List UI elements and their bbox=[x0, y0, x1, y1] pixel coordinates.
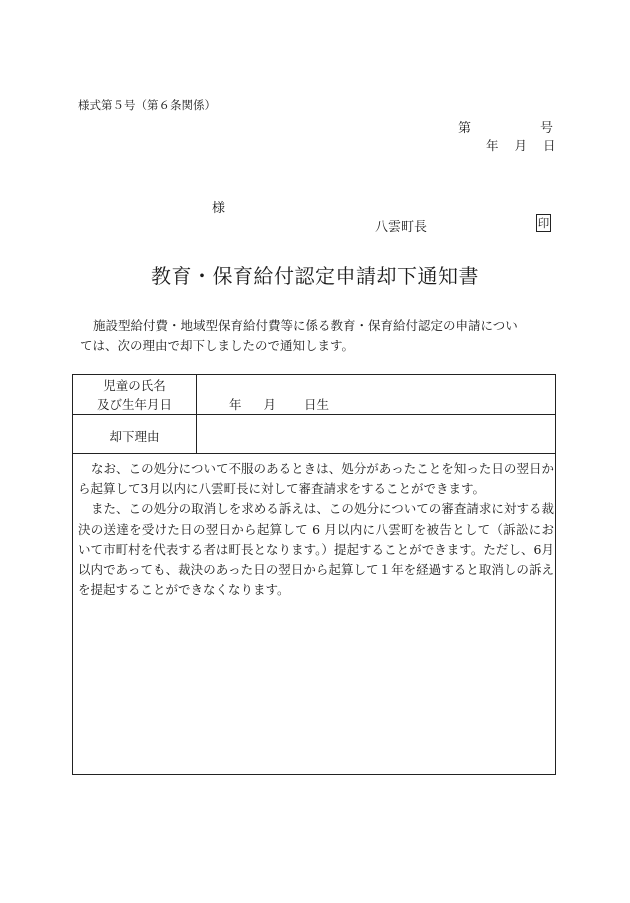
birth-date-field bbox=[229, 395, 329, 413]
appeal-notice-paragraph-1: なお、この処分について不服のあるときは、処分があったことを知った日の翌日から起算して3月以内に八雲町長に対して審査請求をすることができます。 bbox=[78, 461, 554, 497]
issue-date-year: 年 bbox=[486, 138, 499, 153]
document-title: 教育・保育給付認定申請却下通知書 bbox=[151, 264, 479, 288]
child-birthdate-label: 及び生年月日 bbox=[96, 397, 172, 412]
sender-name: 八雲町長 bbox=[375, 220, 428, 235]
appeal-notice bbox=[78, 459, 554, 600]
birth-year-label: 年 bbox=[229, 397, 242, 412]
issue-date-month: 月 bbox=[514, 138, 528, 153]
child-name-label: 児童の氏名 bbox=[103, 378, 166, 393]
document-number-prefix: 第 bbox=[458, 121, 472, 136]
intro-line-1: 施設型給付費・地域型保育給付費等に係る教育・保育給付認定の申請につい bbox=[93, 318, 518, 333]
document-number-suffix: 号 bbox=[540, 121, 554, 136]
intro-text bbox=[80, 316, 558, 356]
form-table bbox=[72, 374, 556, 775]
intro-line-2: ては、次の理由で却下しましたので通知します。 bbox=[80, 338, 355, 353]
rejection-reason-label: 却下理由 bbox=[109, 429, 160, 444]
seal-mark: 印 bbox=[537, 216, 550, 230]
issue-date bbox=[486, 136, 556, 154]
birth-month-label: 月 bbox=[263, 397, 277, 412]
child-info-label bbox=[73, 375, 197, 414]
child-info-row bbox=[73, 375, 555, 415]
issue-date-day: 日 bbox=[543, 138, 556, 153]
addressee-honorific: 様 bbox=[212, 201, 226, 216]
appeal-notice-paragraph-2: また、この処分の取消しを求める訴えは、この処分についての審査請求に対する裁決の送達を受けた日の翌日から起算して 6 月以内に八雲町を被告として（訴訟において市町村を代表する者は町長となります。）提起することができます。ただし、6月以内であっても、裁決のあった日の翌日から起算して１年を経過すると取消しの訴えを提起することができなくなります。 bbox=[78, 501, 554, 598]
rejection-reason-label-cell bbox=[73, 415, 197, 453]
rejection-reason-row bbox=[73, 415, 555, 454]
birth-day-label: 日生 bbox=[304, 397, 330, 412]
form-number: 様式第５号（第６条関係） bbox=[78, 98, 216, 112]
